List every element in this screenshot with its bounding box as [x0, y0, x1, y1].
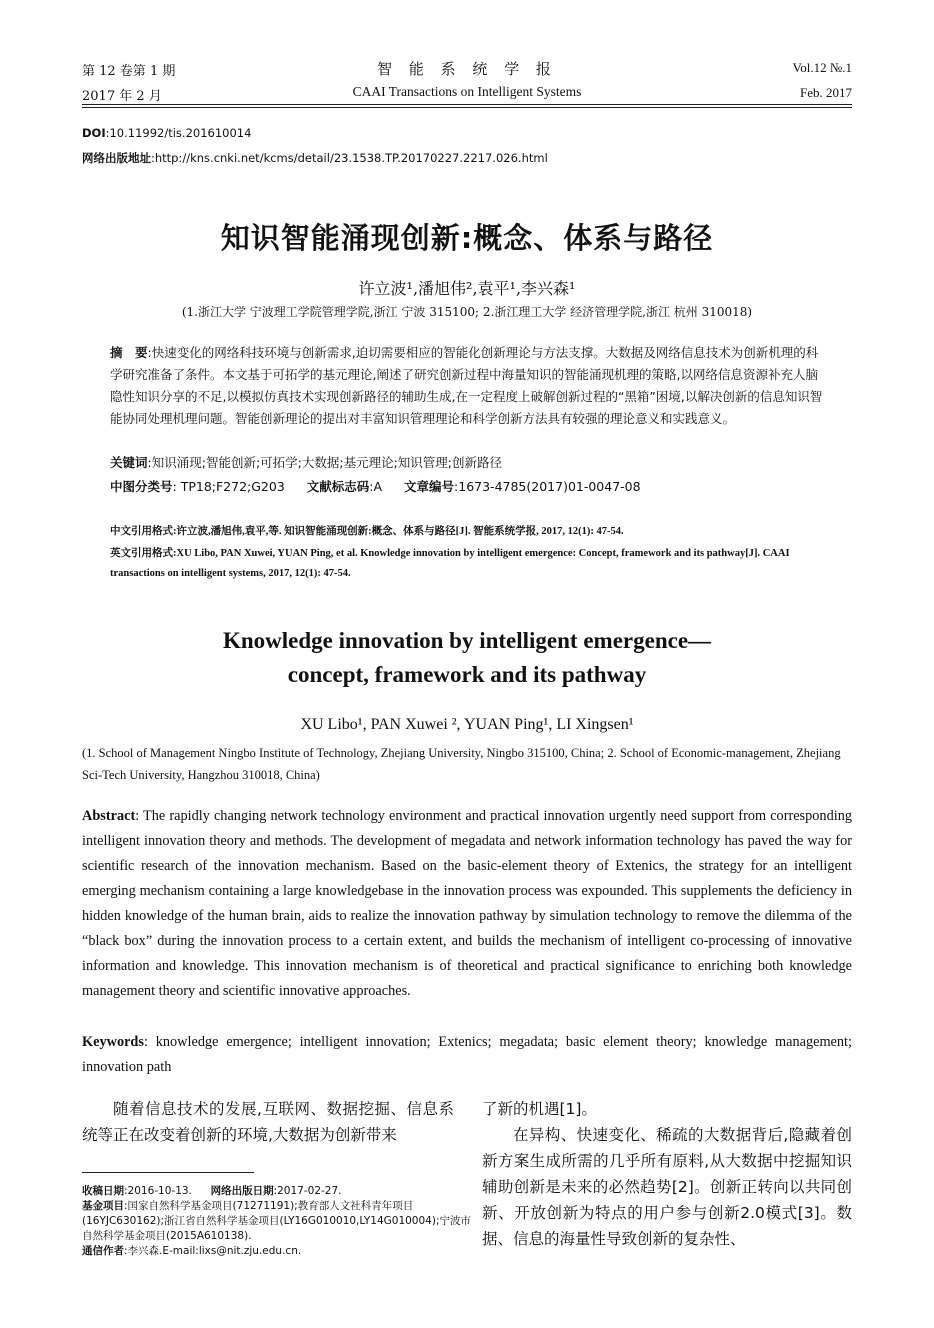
doi-line	[82, 126, 251, 140]
citation-en: 英文引用格式:XU Libo, PAN Xuwei, YUAN Ping, et al. Knowledge innovation by intelligent emergence: Concept, framework and its pathway[J]. CAAI transactions on intelligent systems, 2017, 12(1): 47-54.	[110, 548, 790, 579]
header-rule-bottom	[82, 107, 852, 108]
en-keywords	[82, 1030, 852, 1080]
cn-keywords-text: :知识涌现;智能创新;可拓学;大数据;基元理论;知识管理;创新路径	[147, 455, 502, 470]
journal-name-en: CAAI Transactions on Intelligent Systems	[352, 84, 582, 99]
fund-text: :国家自然科学基金项目(71271191);教育部人文社科青年项目(16YJC630162);浙江省自然科学基金项目(LY16G010010,LY14G010004);宁波市自然科学基金项目(2015A610138).	[82, 1200, 471, 1242]
corresponding-text: :李兴森.E-mail:lixs@nit.zju.edu.cn.	[124, 1245, 302, 1257]
cn-abstract	[110, 342, 824, 430]
cn-title: 知识智能涌现创新:概念、体系与路径	[220, 221, 714, 255]
url-label: 网络出版地址	[82, 151, 151, 165]
url-line	[82, 150, 548, 166]
body-right-paragraph-1: 了新的机遇[1]。	[482, 1100, 597, 1118]
url-value[interactable]: :http://kns.cnki.net/kcms/detail/23.1538.TP.20170227.2217.026.html	[151, 151, 548, 165]
en-affiliation: (1. School of Management Ningbo Institute of Technology, Zhejiang University, Ningbo 315100, China; 2. School of Economic-management, Zhejiang Sci-Tech University, Hangzhou 310018, China)	[82, 746, 841, 782]
cn-keywords-label: 关键词	[110, 455, 148, 470]
en-authors: XU Libo¹, PAN Xuwei ², YUAN Ping¹, LI Xingsen¹	[300, 716, 634, 733]
clc-value: : TP18;F272;G203	[172, 479, 285, 494]
citation-cn: 中文引用格式:许立波,潘旭伟,袁平,等. 知识智能涌现创新:概念、体系与路径[J]. 智能系统学报, 2017, 12(1): 47-54.	[110, 526, 624, 537]
journal-date: 2017 年 2 月	[82, 89, 162, 104]
en-abstract-text: : The rapidly changing network technology environment and practical innovation urgently need support from corresponding intelligent innovation theory and methods. The development of megadata and network information technology has paved the way for scientific research of the innovation mechanism. Based on the basic-element theory of Extenics, the strategy for an intelligent emerging mechanism containing a large knowledgebase in the innovation process was expounded. This supplements the deficiency in hidden knowledge of the human brain, aids to realize the innovation pathway by simulation technology to remove the dilemma of the “black box” during the innovation process to a certain extent, and builds the mechanism of intelligent co-processing of innovative information and knowledge. This innovation mechanism is of theoretical and practical significance to enriching both knowledge management theory and scientific innovative approaches.	[82, 808, 852, 999]
footnote-dates	[82, 1184, 472, 1199]
journal-volume: Vol.12 №.1	[792, 60, 852, 75]
footnote-rule	[82, 1172, 254, 1173]
footnote-corresponding	[82, 1244, 472, 1259]
received-date: :2016-10-13.	[124, 1185, 192, 1197]
doi-label: DOI	[82, 126, 106, 140]
article-no-value: :1673-4785(2017)01-0047-08	[454, 479, 641, 494]
doccode-value: :A	[369, 479, 383, 494]
en-title-line2: concept, framework and its pathway	[287, 662, 647, 687]
cn-affiliation: (1.浙江大学 宁波理工学院管理学院,浙江 宁波 315100; 2.浙江理工大学 经济管理学院,浙江 杭州 310018)	[181, 305, 753, 319]
fund-label: 基金项目	[82, 1200, 124, 1212]
cn-classification	[110, 476, 824, 498]
doi-value: :10.11992/tis.201610014	[105, 126, 252, 140]
online-label: 网络出版日期	[210, 1185, 274, 1197]
online-date: :2017-02-27.	[273, 1185, 342, 1197]
cn-abstract-text: :快速变化的网络科技环境与创新需求,迫切需要相应的智能化创新理论与方法支撑。大数据及网络信息技术为创新机理的科学研究准备了条件。本文基于可拓学的基元理论,阐述了研究创新过程中海量知识的智能涌现机理的策略,以网络信息资源补充人脑隐性知识分享的不足,以模拟仿真技术实现创新路径的辅助生成,在一定程度上破解创新过程的“黑箱”困境,以解决创新的信息知识智能协同处理机理问题。智能创新理论的提出对丰富知识管理理论和科学创新方法具有较强的理论意义和实践意义。	[110, 345, 823, 426]
en-title-line1: Knowledge innovation by intelligent emergence—	[222, 628, 712, 653]
en-abstract-label: Abstract	[82, 808, 136, 824]
body-right-paragraph-2: 在异构、快速变化、稀疏的大数据背后,隐藏着创新方案生成所需的几乎所有原料,从大数据中挖掘知识辅助创新是未来的必然趋势[2]。创新正转向以共同创新、开放创新为特点的用户参与创新2.0模式[3]。数据、信息的海量性导致创新的复杂性、	[482, 1126, 852, 1248]
footnote-fund	[82, 1199, 472, 1244]
cn-keywords	[110, 452, 824, 474]
corresponding-label: 通信作者	[82, 1245, 124, 1257]
clc-label: 中图分类号	[110, 479, 173, 494]
journal-issue: 第 12 卷第 1 期	[82, 64, 176, 79]
cn-abstract-label: 摘 要	[110, 345, 148, 360]
doccode-label: 文献标志码	[306, 479, 370, 494]
cn-authors: 许立波¹,潘旭伟²,袁平¹,李兴森¹	[358, 279, 576, 298]
en-keywords-label: Keywords	[82, 1034, 144, 1050]
journal-month: Feb. 2017	[800, 85, 852, 100]
en-keywords-text: : knowledge emergence; intelligent innovation; Extenics; megadata; basic element theory; knowledge management; innovation path	[82, 1034, 852, 1075]
article-no-label: 文章编号	[404, 479, 455, 494]
body-left-paragraph: 随着信息技术的发展,互联网、数据挖掘、信息系统等正在改变着创新的环境,大数据为创新带来	[82, 1100, 454, 1144]
journal-name-cn: 智 能 系 统 学 报	[377, 60, 557, 78]
en-abstract	[82, 804, 852, 1004]
received-label: 收稿日期	[82, 1185, 124, 1197]
header-rule-top	[82, 104, 852, 105]
